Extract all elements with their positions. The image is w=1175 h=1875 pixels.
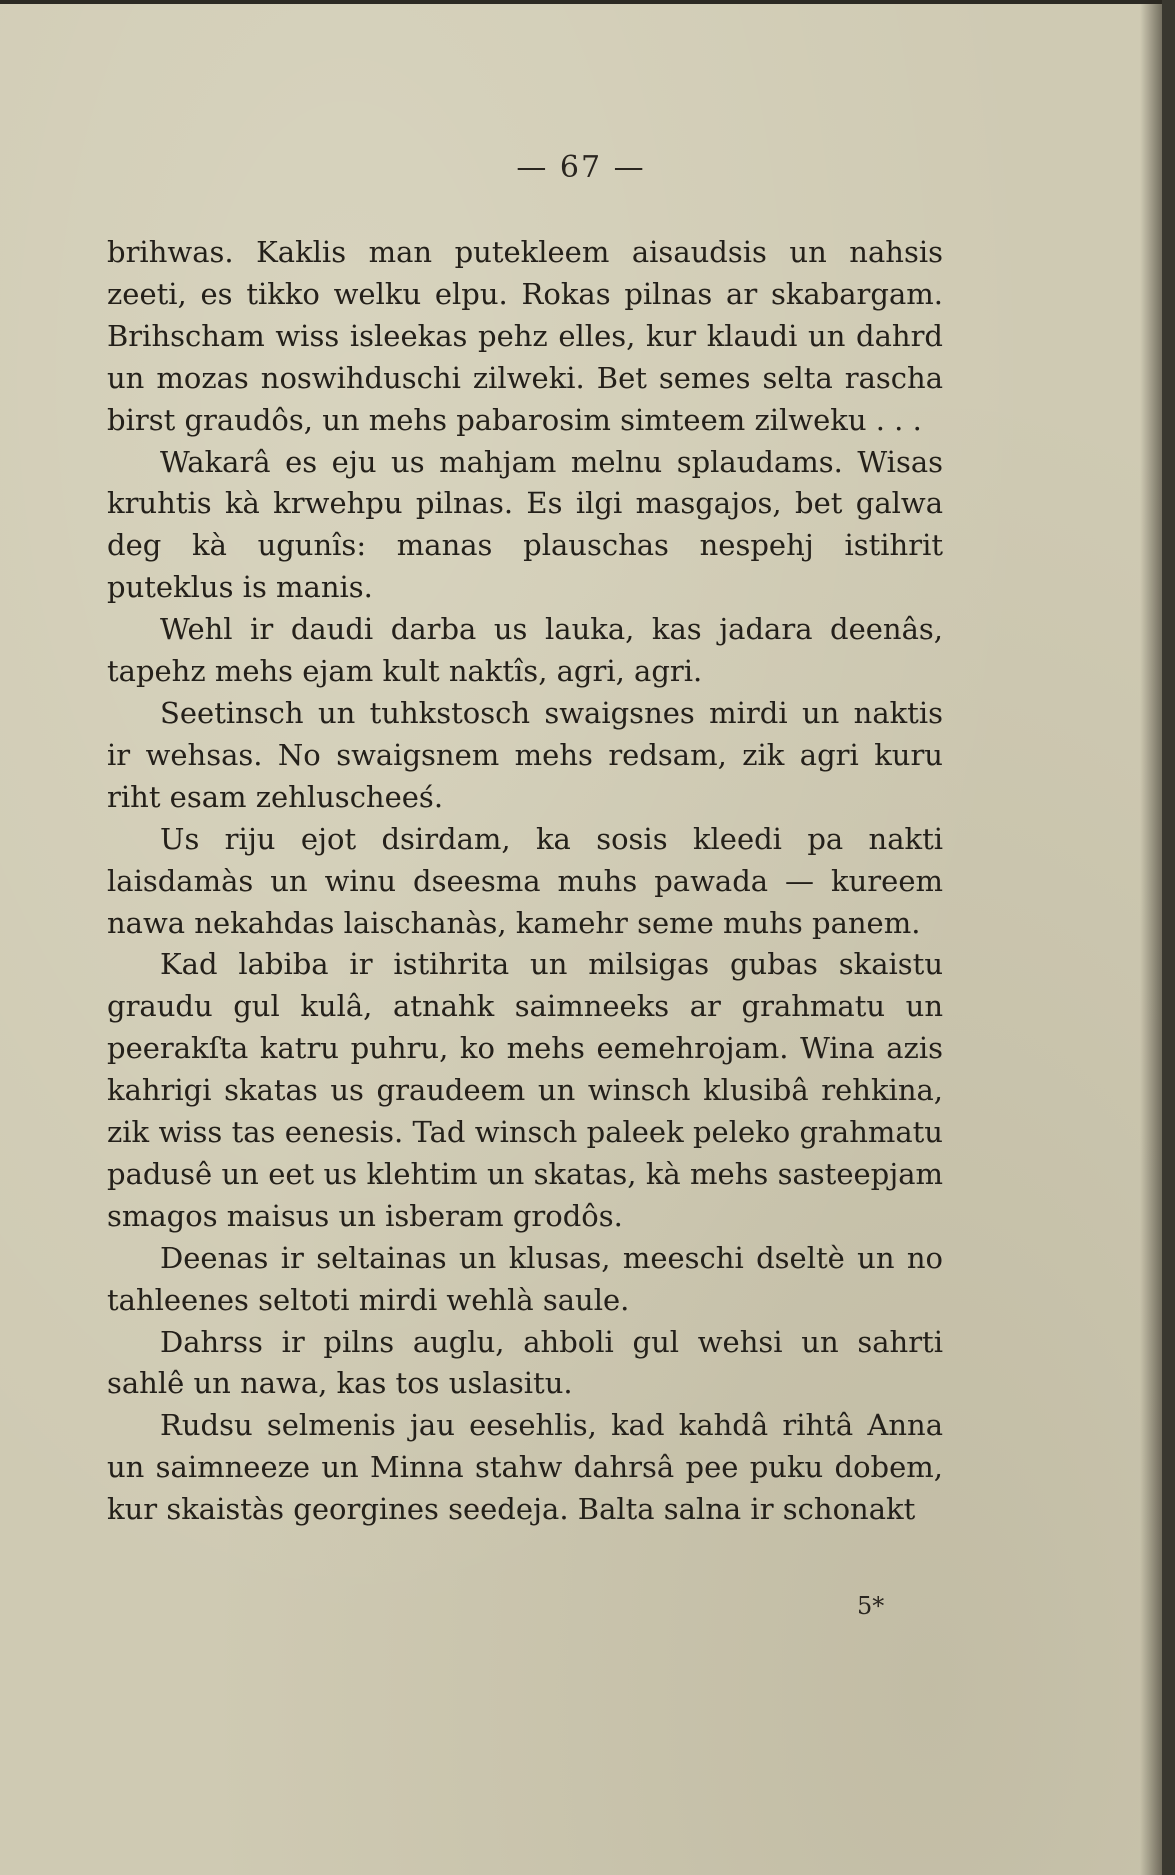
page-number: — 67 — (516, 150, 646, 185)
paragraph: Deenas ir seltainas un klusas, meeschi dseltè un no tahleenes seltoti mirdi wehlà saule. (107, 1240, 943, 1317)
body-text (107, 232, 943, 1531)
paragraph: Kad labiba ir istihrita un milsigas gubas skaistu graudu gul kulâ, atnahk saimneeks ar grahmatu un peerakſta katru puhru, ko mehs eemehrojam. Wina azis kahrigi skatas us graudeem un winsch klusibâ rehkina, zik wiss tas eenesis. Tad winsch paleek peleko grahmatu padusê un eet us klehtim un skatas, kà mehs sasteepjam smagos maisus un isberam grodôs. (107, 947, 943, 1233)
paragraph: Wakarâ es eju us mahjam melnu splaudams. Wisas kruhtis kà krwehpu pilnas. Es ilgi masgajos, bet galwa deg kà ugunîs: manas plauschas nespehj istihrit puteklus is manis. (107, 444, 943, 605)
page-spine-shadow (1140, 0, 1162, 1875)
paragraph: Rudsu selmenis jau eesehlis, kad kahdâ rihtâ Anna un saimneeze un Minna stahw dahrsâ pee puku dobem, kur skaistàs georgines seedeja. Balta salna ir schonakt (107, 1408, 943, 1527)
signature-mark: 5* (857, 1592, 885, 1620)
paragraph: Dahrss ir pilns auglu, ahboli gul wehsi un sahrti sahlê un nawa, kas tos uslasitu. (107, 1324, 943, 1401)
paragraph: Seetinsch un tuhkstosch swaigsnes mirdi un naktis ir wehsas. No swaigsnem mehs redsam, zik agri kuru riht esam zehluscheeś. (107, 695, 943, 814)
paragraph: Us riju ejot dsirdam, ka sosis kleedi pa nakti laisdamàs un winu dseesma muhs pawada — kureem nawa nekahdas laischanàs, kamehr seme muhs panem. (107, 821, 943, 940)
paragraph: brihwas. Kaklis man putekleem aisaudsis un nahsis zeeti, es tikko welku elpu. Rokas pilnas ar skabargam. Brihscham wiss isleekas pehz elles, kur klaudi un dahrd un mozas noswihduschi zilweki. Bet semes selta rascha birst graudôs, un mehs pabarosim simteem zilweku . . . (107, 235, 943, 437)
paragraph: Wehl ir daudi darba us lauka, kas jadara deenâs, tapehz mehs ejam kult naktîs, agri, agri. (107, 612, 943, 689)
page-top-edge (0, 0, 1162, 4)
